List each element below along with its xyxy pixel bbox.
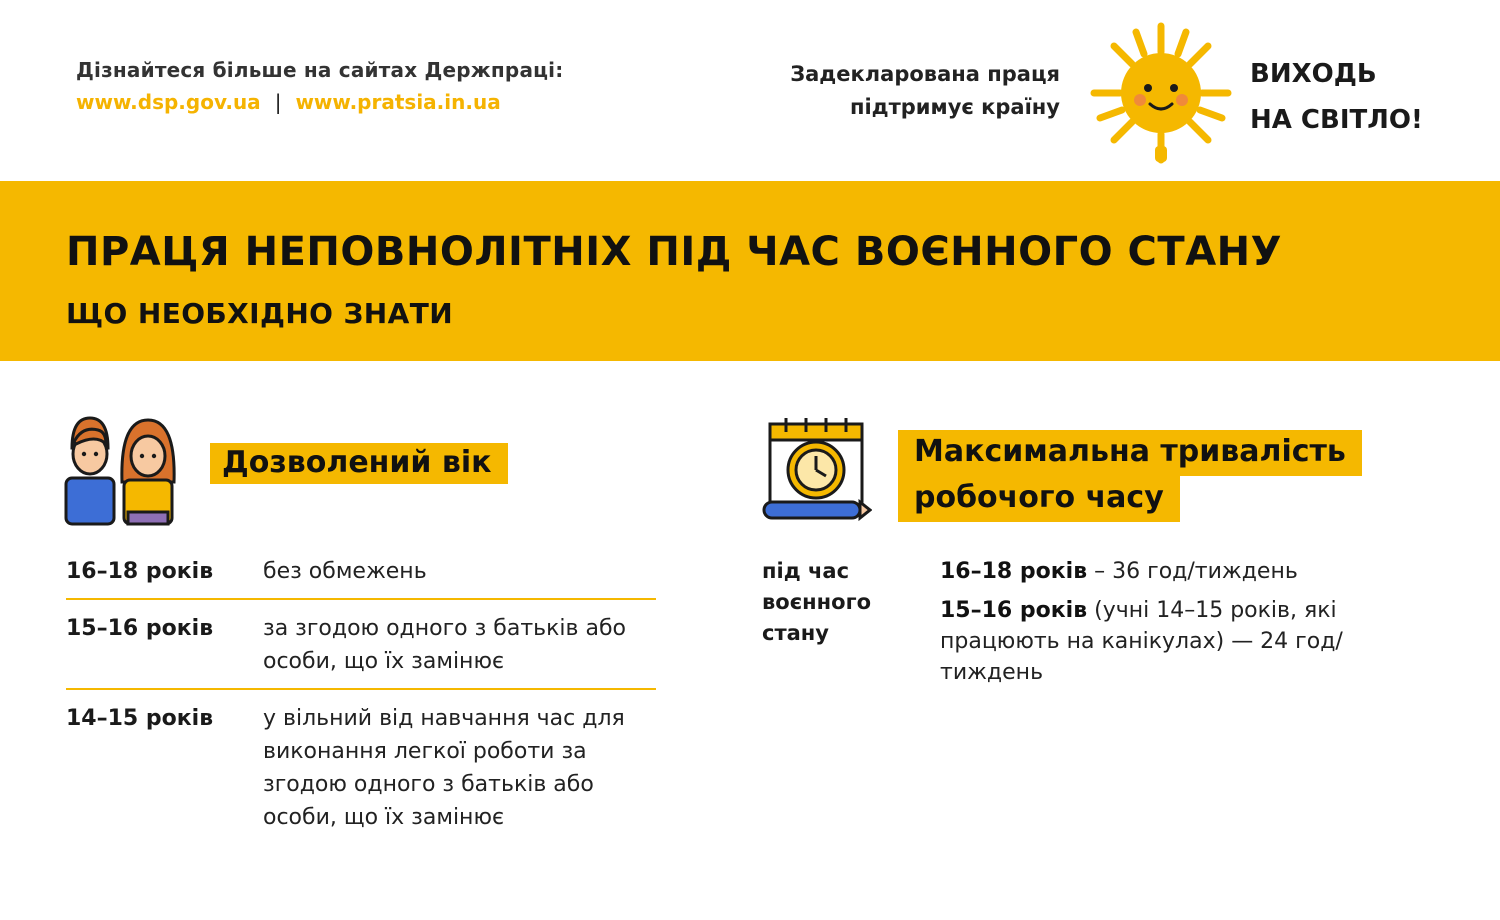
hours-list bbox=[940, 556, 1380, 696]
links-row bbox=[76, 90, 563, 114]
max-hours-heading-line-1: Максимальна тривалість bbox=[898, 430, 1362, 476]
table-row bbox=[66, 555, 656, 598]
links-separator: | bbox=[274, 90, 282, 114]
table-row bbox=[66, 688, 656, 844]
calendar-clock-icon bbox=[760, 414, 872, 526]
campaign-slogan bbox=[1250, 52, 1423, 143]
max-hours-heading-line-2: робочого часу bbox=[898, 476, 1180, 522]
table-row bbox=[66, 598, 656, 688]
condition-cell: у вільний від навчання час для виконання легкої роботи за згодою одного з батьків або особи, що їх замінює bbox=[263, 706, 625, 830]
age-cell: 16–18 років bbox=[66, 559, 214, 584]
page-subtitle: ЩО НЕОБХІДНО ЗНАТИ bbox=[66, 297, 454, 330]
age-cell: 15–16 років bbox=[66, 616, 214, 641]
hours-value-15-16: (учні 14–15 років, які працюють на канікулах) — 24 год/тиждень bbox=[940, 598, 1343, 685]
age-cell: 14–15 років bbox=[66, 706, 214, 731]
hours-value-16-18: – 36 год/тиждень bbox=[1087, 559, 1298, 584]
martial-law-label: під час воєнного стану bbox=[762, 559, 872, 645]
hours-age-15-16: 15–16 років bbox=[940, 598, 1088, 623]
learn-more-text: Дізнайтеся більше на сайтах Держпраці: bbox=[76, 58, 564, 82]
condition-cell: без обмежень bbox=[263, 559, 427, 584]
tagline-line-1: Задекларована праця bbox=[790, 62, 1060, 86]
sources-block bbox=[76, 58, 563, 114]
title-banner bbox=[0, 181, 1500, 361]
condition-cell: за згодою одного з батьків або особи, що їх замінює bbox=[263, 616, 626, 674]
tagline-line-2: підтримує країну bbox=[849, 94, 1060, 119]
allowed-age-table bbox=[66, 555, 656, 844]
campaign-tagline bbox=[790, 58, 1060, 123]
slogan-line-2: НА СВІТЛО! bbox=[1250, 104, 1423, 135]
slogan-line-1: ВИХОДЬ bbox=[1250, 59, 1377, 89]
hours-age-16-18: 16–18 років bbox=[940, 559, 1088, 584]
max-hours-heading bbox=[898, 430, 1408, 522]
sun-mascot-icon bbox=[1086, 18, 1236, 168]
kids-icon bbox=[62, 412, 178, 526]
link-pratsia[interactable]: www.pratsia.in.ua bbox=[295, 90, 501, 114]
page-title: ПРАЦЯ НЕПОВНОЛІТНІХ ПІД ЧАС ВОЄННОГО СТАНУ bbox=[66, 229, 1282, 275]
hours-line-16-18 bbox=[940, 556, 1380, 587]
allowed-age-heading: Дозволений вік bbox=[210, 443, 508, 484]
link-dsp[interactable]: www.dsp.gov.ua bbox=[76, 90, 261, 114]
hours-line-15-16 bbox=[940, 595, 1380, 688]
